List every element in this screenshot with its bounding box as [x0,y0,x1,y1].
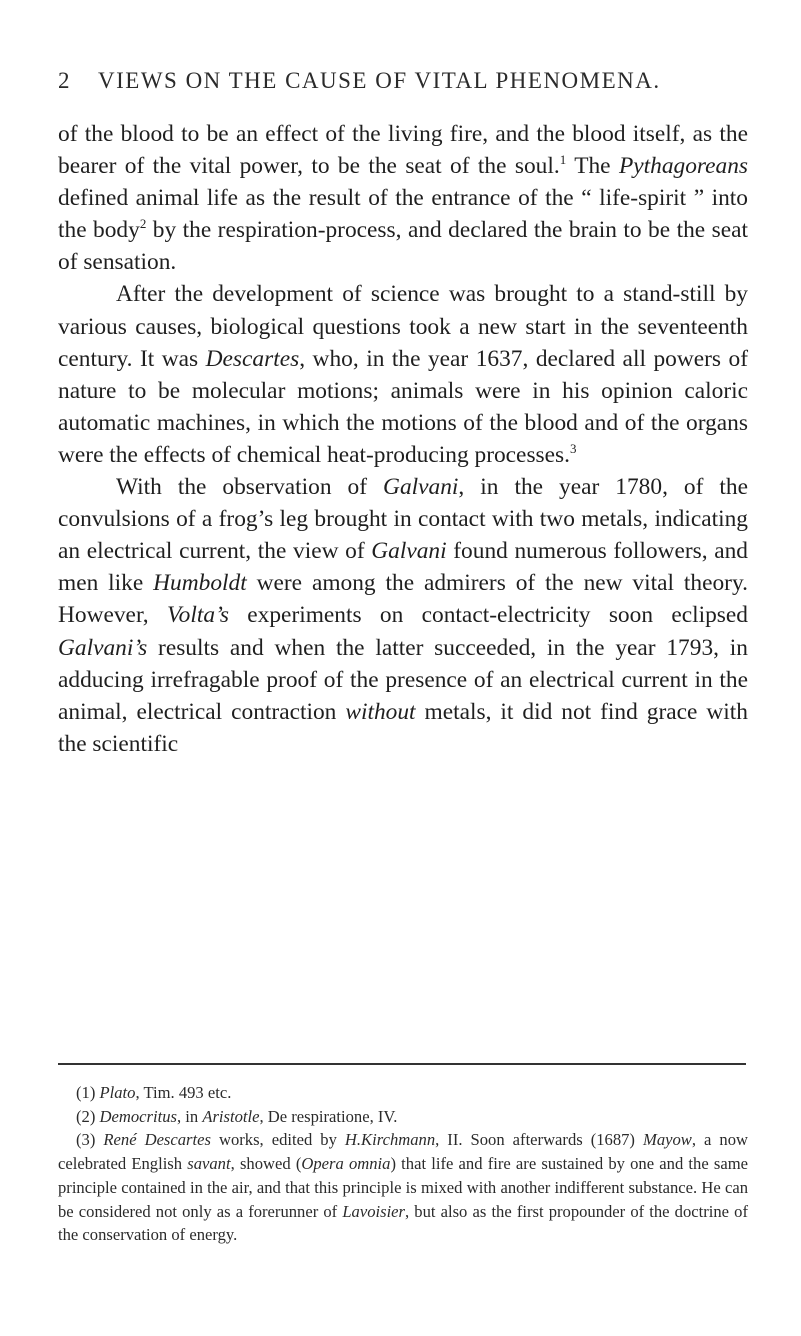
footnote-number: (3) [76,1130,96,1150]
text: , who, in the year 1637, declared all powers of nature to be molecular motions; animals were in his opinion caloric automatic machines, in which the motions of the blood and of the organs were the effects of chemical heat-producing processes. [58,345,748,468]
footnote-divider [58,1063,746,1065]
text: found numerous followers, and men like [58,538,748,597]
italic-text: Democritus [99,1106,177,1126]
italic-text: Galvani [371,538,447,565]
text: ) that life and fire are sustained by one and the same principle contained in the air, and that this principle is mixed with another indifferent substance. He can be considered not only as a forerunner of [58,1154,748,1221]
footnote-2 [58,1105,748,1129]
footnote-ref: 3 [569,440,577,456]
text: , but also as the first propounder of the doctrine of the conservation of energy. [58,1201,748,1245]
text: , Tim. 493 etc. [135,1083,232,1102]
paragraph-1 [58,118,748,278]
italic-text: savant [187,1154,231,1174]
footnote-1 [58,1081,748,1105]
text: were among the admirers of the new vital theory. However, [58,570,748,629]
main-text [58,118,748,760]
text: , in [176,1106,203,1126]
text: results and when the latter succeeded, in the year 1793, in adducing irrefragable proof of the presence of an electrical current in the animal, electrical contraction [58,634,748,725]
italic-text: Lavoisier [342,1201,406,1221]
footnotes [58,1081,748,1247]
italic-text: Galvani’s [58,634,148,661]
italic-text: Descartes [205,345,300,372]
text: metals, it did not find grace with the scientific [58,698,748,757]
footnote-3 [58,1128,748,1247]
italic-text: H.Kirchmann [344,1130,436,1150]
text: , De respiratione, IV. [259,1106,398,1126]
text: , in the year 1780, of the convulsions of a frog’s leg brought in contact with two metals, indicating an electrical current, the view of [58,474,748,565]
footnote-number: (1) [76,1083,96,1102]
text: , showed ( [230,1154,302,1174]
text: works, edited by [210,1130,345,1150]
italic-text: Mayow [643,1130,692,1150]
italic-text: Aristotle [202,1106,260,1126]
italic-text: Humboldt [153,570,247,597]
italic-text: without [345,698,416,725]
text: , a now celebrated English [58,1130,749,1174]
italic-text: René Descartes [103,1130,211,1150]
page-number: 2 [58,68,71,93]
text: experiments on contact-electricity soon eclipsed [228,602,748,629]
running-title: VIEWS ON THE CAUSE OF VITAL PHENOMENA. [98,68,661,93]
text: , II. Soon afterwards (1687) [435,1130,643,1150]
footnote-number: (2) [76,1106,96,1126]
footnote-ref: 2 [139,216,147,232]
italic-text: Opera omnia [301,1154,391,1174]
text: of the blood to be an effect of the living fire, and the blood itself, as the bearer of the vital power, to be the seat of the soul. [58,121,748,180]
text: by the respiration-process, and declared the brain to be the seat of sensation. [58,217,748,276]
paragraph-2 [58,278,748,471]
italic-text: Pythagoreans [618,153,749,180]
text: defined animal life as the result of the entrance of the “ life-spirit ” into the body [58,185,748,244]
italic-text: Galvani [383,474,459,501]
text: With the observation of [116,474,384,501]
paragraph-3 [58,471,748,760]
italic-text: Plato [99,1083,136,1102]
italic-text: Volta’s [166,602,229,629]
running-header [58,68,748,104]
footnote-ref: 1 [559,152,567,168]
text: The [566,153,619,180]
text: After the development of science was brought to a stand-still by various causes, biological questions took a new start in the seventeenth century. It was [58,281,748,372]
